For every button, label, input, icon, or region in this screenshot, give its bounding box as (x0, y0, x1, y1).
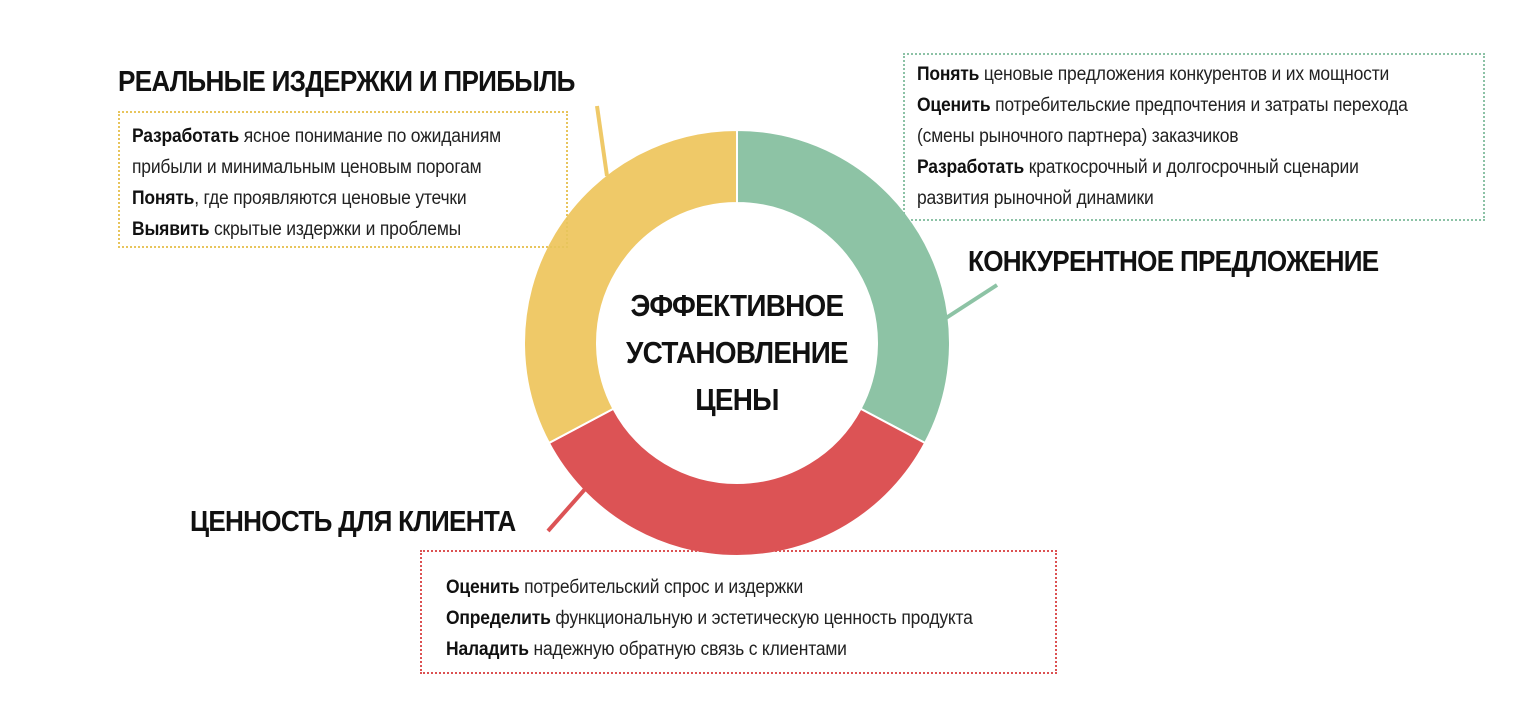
competition-text: (смены рыночного партнера) заказчиков (917, 126, 1239, 147)
competition-verb: Оценить (917, 95, 991, 116)
costs-line (132, 121, 520, 152)
center-title-line: ЭФФЕКТИВНОЕ (630, 288, 844, 323)
value-verb: Наладить (446, 639, 529, 660)
value-text: надежную обратную связь с клиентами (528, 639, 847, 660)
competition-line (917, 59, 1427, 90)
costs-box (118, 111, 568, 248)
value-verb: Определить (446, 608, 551, 629)
costs-text: , где проявляются ценовые утечки (194, 188, 467, 209)
costs-verb: Выявить (132, 219, 210, 240)
value-line (446, 603, 995, 634)
heading-competition: КОНКУРЕНТНОЕ ПРЕДЛОЖЕНИЕ (968, 246, 1379, 278)
heading-costs: РЕАЛЬНЫЕ ИЗДЕРЖКИ И ПРИБЫЛЬ (118, 66, 575, 98)
competition-line (917, 90, 1427, 121)
value-line (446, 634, 995, 665)
value-text: функциональную и эстетическую ценность продукта (550, 608, 973, 629)
costs-line (132, 214, 520, 245)
costs-verb: Разработать (132, 126, 240, 147)
connector-value (548, 488, 586, 531)
value-line (446, 572, 995, 603)
competition-text: развития рыночной динамики (917, 188, 1154, 209)
costs-text: скрытые издержки и проблемы (209, 219, 462, 240)
value-box (420, 550, 1057, 674)
competition-line (917, 121, 1427, 152)
connector-costs (597, 106, 607, 176)
competition-text: потребительские предпочтения и затраты перехода (990, 95, 1408, 116)
competition-verb: Понять (917, 64, 980, 85)
center-title (602, 282, 872, 423)
costs-line (132, 183, 520, 214)
competition-line (917, 152, 1427, 183)
competition-text: краткосрочный и долгосрочный сценарии (1024, 157, 1359, 178)
donut-segment-value (549, 409, 925, 556)
value-verb: Оценить (446, 577, 520, 598)
value-text: потребительский спрос и издержки (519, 577, 804, 598)
center-title-line: УСТАНОВЛЕНИЕ (626, 335, 848, 370)
costs-text: ясное понимание по ожиданиям (239, 126, 501, 147)
competition-box (903, 53, 1485, 221)
competition-line (917, 183, 1427, 214)
competition-verb: Разработать (917, 157, 1025, 178)
costs-text: прибыли и минимальным ценовым порогам (132, 157, 482, 178)
costs-verb: Понять (132, 188, 195, 209)
competition-text: ценовые предложения конкурентов и их мощности (979, 64, 1390, 85)
costs-line (132, 152, 520, 183)
center-title-line: ЦЕНЫ (695, 382, 779, 417)
connector-competition (946, 285, 997, 318)
heading-value: ЦЕННОСТЬ ДЛЯ КЛИЕНТА (190, 506, 516, 538)
